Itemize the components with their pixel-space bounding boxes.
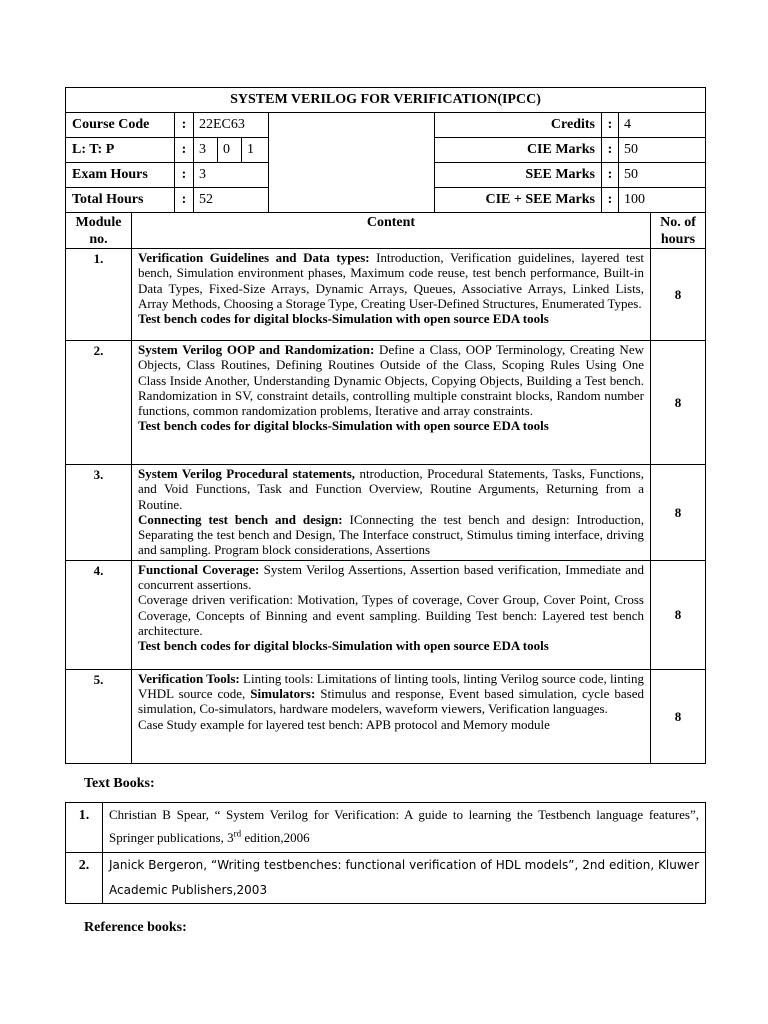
- text-book-row: [66, 853, 706, 904]
- hours-header-line1: No. of: [660, 215, 696, 230]
- module-content: [132, 465, 651, 561]
- content-header: Content: [132, 213, 651, 249]
- see-marks-value: 50: [619, 163, 706, 188]
- cie-see-marks-value: 100: [619, 188, 706, 213]
- hours-header-line2: hours: [660, 232, 696, 247]
- module-row: [66, 249, 706, 341]
- module-topic-heading: System Verilog Procedural statements,: [138, 466, 356, 481]
- cie-marks-label: CIE Marks: [435, 138, 602, 163]
- total-hours-value: 52: [194, 188, 269, 213]
- module-number: 4.: [66, 560, 132, 669]
- module-lab-line: Test bench codes for digital blocks-Simulation with open source EDA tools: [138, 638, 549, 654]
- colon: :: [602, 138, 619, 163]
- text-book-entry: Janick Bergeron, “Writing testbenches: functional verification of HDL models”, 2nd edition, Kluwer Academic Publishers,2003: [103, 853, 706, 904]
- module-content: [132, 249, 651, 341]
- module-topic-text: ntroduction, Procedural Statements, Tasks, Functions, and Void Functions, Task and Function Overview, Routine Arguments, Returning from a Routine.: [138, 466, 644, 512]
- module-lab-line: Test bench codes for digital blocks-Simulation with open source EDA tools: [138, 418, 549, 434]
- colon: :: [175, 188, 194, 213]
- colon: :: [175, 163, 194, 188]
- text-book-number: 1.: [66, 803, 103, 853]
- module-number: 1.: [66, 249, 132, 341]
- text-books-heading: Text Books:: [84, 776, 155, 791]
- module-header-line2: no.: [89, 232, 108, 247]
- module-topic-heading-2: Simulators:: [250, 686, 316, 702]
- header-spacer-cell: [269, 113, 435, 213]
- ltp-t-value: 0: [218, 138, 242, 163]
- credits-label: Credits: [435, 113, 602, 138]
- cie-see-marks-label: CIE + SEE Marks: [435, 188, 602, 213]
- text-book-number: 2.: [66, 853, 103, 904]
- text-book-row: [66, 803, 706, 853]
- module-number: 2.: [66, 341, 132, 465]
- colon: :: [175, 113, 194, 138]
- credits-value: 4: [619, 113, 706, 138]
- cie-marks-value: 50: [619, 138, 706, 163]
- colon: :: [175, 138, 194, 163]
- module-number: 3.: [66, 465, 132, 561]
- course-code-label: Course Code: [66, 113, 175, 138]
- module-hours: 8: [651, 560, 706, 669]
- module-hours: 8: [651, 669, 706, 763]
- colon: :: [602, 163, 619, 188]
- module-topic-heading: Verification Guidelines and Data types:: [138, 250, 370, 265]
- module-topic-text-2: Stimulus and response, Event based simulation, cycle based simulation, Co-simulators, hardware modelers, waveform viewers, Verification languages.: [138, 686, 644, 717]
- see-marks-label: SEE Marks: [435, 163, 602, 188]
- module-topic-text: Define a Class, OOP Terminology, Creating New Objects, Class Routines, Defining Routines Outside of the Class, Scoping Rules Using One Class Inside Another, Understanding Dynamic Objects, Copying Objects, Building a Test bench. Randomization in SV, constraint details, controlling multiple constraint blocks, Random number functions, common randomization problems, Iterative and array constraints.: [138, 342, 644, 419]
- exam-hours-value: 3: [194, 163, 269, 188]
- text-books-table: [65, 802, 706, 904]
- colon: :: [602, 113, 619, 138]
- ltp-label: L: T: P: [66, 138, 175, 163]
- ordinal-suffix: rd: [233, 828, 242, 839]
- module-topic-heading: System Verilog OOP and Randomization:: [138, 342, 375, 357]
- module-no-header: [66, 213, 132, 249]
- module-content: [132, 560, 651, 669]
- module-content: [132, 669, 651, 763]
- module-topic-text: Introduction, Verification guidelines, layered test bench, Simulation environment phases, Maximum code reuse, test bench performance, Built-in Data Types, Fixed-Size Arrays, Dynamic Arrays, Queues, Associative Arrays, Linked Lists, Array Methods, Choosing a Storage Type, Creating User-Defined Structures, Enumerated Types.: [138, 250, 645, 311]
- ltp-p-value: 1: [242, 138, 269, 163]
- text-book-citation-end: edition,2006: [241, 830, 310, 845]
- course-title: SYSTEM VERILOG FOR VERIFICATION(IPCC): [66, 88, 706, 113]
- module-subtopic-text: Coverage driven verification: Motivation, Types of coverage, Cover Group, Cover Point, Cross Coverage, Concepts of Binning and event sampling. Building Test bench: Layered test bench architecture.: [138, 592, 644, 638]
- module-subtopic-text: IConnecting the test bench and design: Introduction, Separating the test bench and Design, The Interface construct, Stimulus timing interface, driving and sampling. Program block considerations, Assertions: [138, 511, 645, 558]
- module-hours: 8: [651, 465, 706, 561]
- module-header-line1: Module: [75, 215, 122, 230]
- module-topic-heading: Functional Coverage:: [138, 561, 260, 577]
- module-case-study: Case Study example for layered test bench: APB protocol and Memory module: [138, 716, 550, 732]
- module-subtopic-heading: Connecting test bench and design:: [138, 511, 343, 527]
- module-content: [132, 341, 651, 465]
- course-code-value: 22EC63: [194, 113, 269, 138]
- course-header-table: [65, 87, 706, 213]
- module-hours: 8: [651, 341, 706, 465]
- colon: :: [602, 188, 619, 213]
- module-row: [66, 669, 706, 763]
- module-lab-line: Test bench codes for digital blocks-Simulation with open source EDA tools: [138, 311, 549, 327]
- text-book-entry: [103, 803, 706, 853]
- module-row: [66, 341, 706, 465]
- module-row: [66, 560, 706, 669]
- reference-books-heading: Reference books:: [84, 920, 187, 935]
- module-topic-heading: Verification Tools:: [138, 670, 240, 686]
- module-topic-text: System Verilog Assertions, Assertion based verification, Immediate and concurrent assertions.: [138, 561, 644, 593]
- total-hours-label: Total Hours: [66, 188, 175, 213]
- module-hours: 8: [651, 249, 706, 341]
- module-number: 5.: [66, 669, 132, 763]
- text-book-citation: Christian B Spear, “ System Verilog for Verification: A guide to learning the Testbench language features”, Springer publications, 3: [109, 807, 699, 845]
- module-row: [66, 465, 706, 561]
- exam-hours-label: Exam Hours: [66, 163, 175, 188]
- ltp-l-value: 3: [194, 138, 218, 163]
- hours-header: [651, 213, 706, 249]
- modules-table: [65, 212, 706, 764]
- module-topic-text: Linting tools: Limitations of linting tools, linting Verilog source code, linting VHDL source code,: [138, 670, 644, 702]
